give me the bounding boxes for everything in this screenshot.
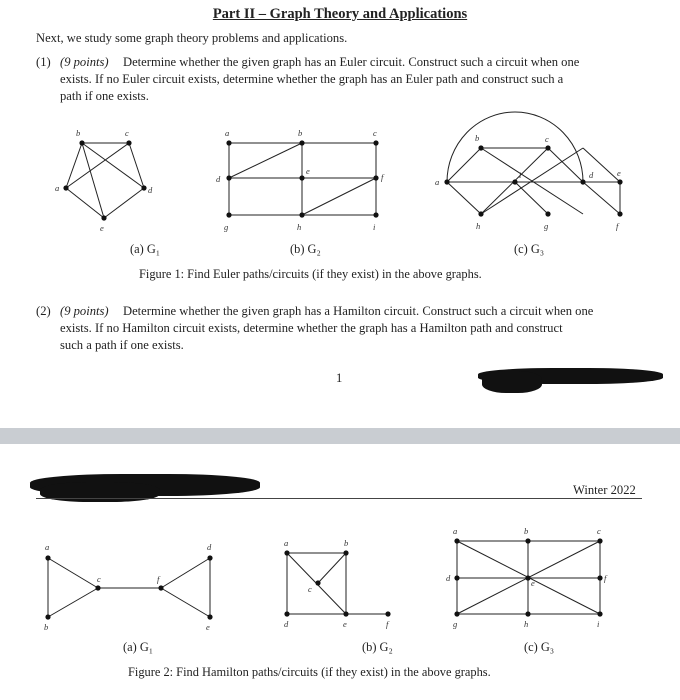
fig2-sub-a: (a) G₁: [123, 640, 154, 654]
h1-label-e: e: [206, 622, 210, 632]
intro-text: Next, we study some graph theory problems and applications.: [36, 31, 348, 45]
fig1-sub-b: (b) G₂: [290, 242, 321, 256]
g1-label-b: b: [76, 128, 81, 138]
fig2-sub-c: (c) G₃: [524, 640, 555, 654]
fig1-graph-g2: [216, 128, 385, 232]
h3-label-d: d: [446, 573, 451, 583]
fig2-sub-b: (b) G₂: [362, 640, 393, 654]
h1-label-f: f: [157, 574, 160, 584]
fig1-graph-g3: [435, 112, 623, 231]
q1-points: (9 points): [60, 55, 109, 69]
q1-line3: path if one exists.: [60, 89, 149, 103]
q1-line2: exists. If no Euler circuit exists, determine whether the graph has an Euler path and construct such a: [60, 72, 564, 86]
g1-label-d: d: [148, 185, 153, 195]
g3-label-e: e: [617, 168, 621, 178]
g2-label-b: b: [298, 128, 303, 138]
h2-label-c: c: [308, 584, 312, 594]
q1-number: (1): [36, 55, 51, 69]
g3-label-b: b: [475, 133, 480, 143]
g3-label-i: i: [519, 170, 522, 180]
h2-label-d: d: [284, 619, 289, 629]
h3-label-g: g: [453, 619, 458, 629]
q2-points: (9 points): [60, 304, 109, 318]
fig2-graph-g1: [44, 542, 213, 632]
page-title: Part II – Graph Theory and Applications: [212, 6, 468, 22]
h2-label-a: a: [284, 538, 289, 548]
h1-label-d: d: [207, 542, 212, 552]
q2-line3: such a path if one exists.: [60, 338, 184, 352]
h3-label-a: a: [453, 526, 458, 536]
h2-label-f: f: [386, 619, 389, 629]
h1-label-a: a: [45, 542, 50, 552]
h3-label-b: b: [524, 526, 529, 536]
g2-label-e: e: [306, 166, 310, 176]
fig2-graph-g2: [284, 538, 391, 629]
g1-label-c: c: [125, 128, 129, 138]
g1-label-a: a: [55, 183, 60, 193]
fig1-graph-g1: [55, 128, 153, 233]
fig1-sub-a: (a) G₁: [130, 242, 161, 256]
fig1-caption: Figure 1: Find Euler paths/circuits (if they exist) in the above graphs.: [139, 267, 482, 281]
g3-label-c: c: [545, 134, 549, 144]
h2-label-b: b: [344, 538, 349, 548]
fig2-caption: Figure 2: Find Hamilton paths/circuits (if they exist) in the above graphs.: [128, 665, 491, 679]
g2-label-f: f: [381, 172, 384, 182]
h3-label-f: f: [604, 573, 607, 583]
g2-label-a: a: [225, 128, 230, 138]
g2-label-h: h: [297, 222, 302, 232]
h3-label-i: i: [597, 619, 600, 629]
q2-line2: exists. If no Hamilton circuit exists, determine whether the graph has a Hamilton path and construct: [60, 321, 563, 335]
fig2-graph-g3: [446, 526, 608, 629]
g2-label-d: d: [216, 174, 221, 184]
g3-label-d: d: [589, 170, 594, 180]
h1-label-b: b: [44, 622, 49, 632]
q2-number: (2): [36, 304, 51, 318]
h3-label-h: h: [524, 619, 529, 629]
h3-label-e: e: [531, 578, 535, 588]
h2-label-e: e: [343, 619, 347, 629]
g2-label-i: i: [373, 222, 376, 232]
g3-label-h: h: [476, 221, 481, 231]
q2-line1: Determine whether the given graph has a Hamilton circuit. Construct such a circuit when one: [123, 304, 594, 318]
page-number: 1: [336, 371, 343, 385]
header-term: Winter 2022: [573, 483, 636, 497]
q1-line1: Determine whether the given graph has an Euler circuit. Construct such a circuit when one: [123, 55, 580, 69]
h3-label-c: c: [597, 526, 601, 536]
fig1-sub-c: (c) G₃: [514, 242, 545, 256]
g2-label-g: g: [224, 222, 229, 232]
g3-label-a: a: [435, 177, 440, 187]
g2-label-c: c: [373, 128, 377, 138]
g1-label-e: e: [100, 223, 104, 233]
h1-label-c: c: [97, 574, 101, 584]
g3-label-f: f: [616, 221, 619, 231]
g3-label-g: g: [544, 221, 549, 231]
